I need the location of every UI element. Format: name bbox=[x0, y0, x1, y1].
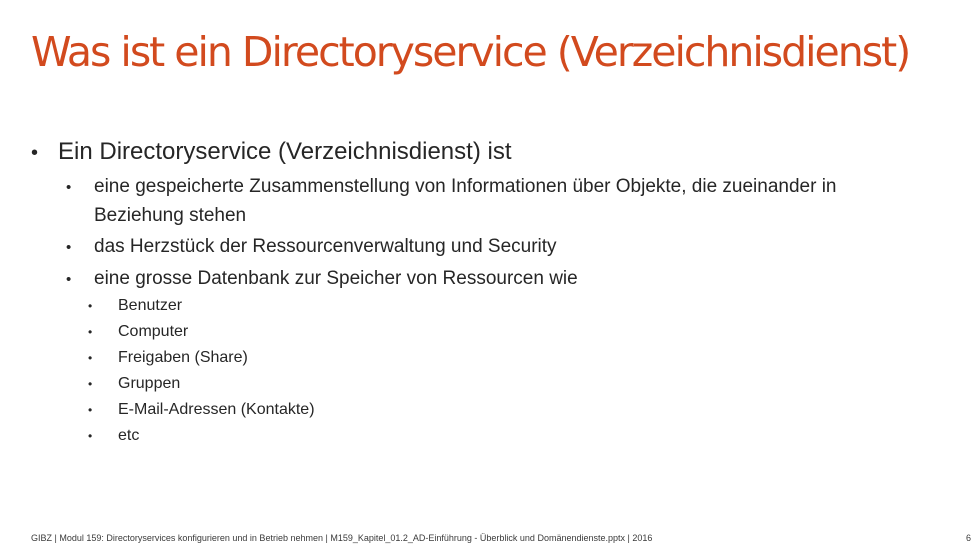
bullet-dot: • bbox=[66, 179, 72, 196]
bullet-text: Computer bbox=[118, 323, 189, 340]
bullet-text: E-Mail-Adressen (Kontakte) bbox=[118, 401, 315, 418]
bullet-dot: • bbox=[66, 271, 72, 288]
bullet-dot: • bbox=[88, 403, 93, 417]
bullet-level3 bbox=[88, 423, 139, 449]
bullet-dot: • bbox=[88, 325, 93, 339]
bullet-text: etc bbox=[118, 427, 140, 444]
bullet-dot: • bbox=[88, 429, 93, 443]
bullet-text: eine grosse Datenbank zur Speicher von Ressourcen wie bbox=[94, 268, 578, 289]
bullet-level3 bbox=[88, 397, 315, 423]
bullet-level2 bbox=[66, 232, 557, 263]
bullet-level2 bbox=[66, 172, 837, 203]
bullet-dot: • bbox=[88, 299, 93, 313]
bullet-level3 bbox=[88, 345, 248, 371]
slide-footer: GIBZ | Modul 159: Directoryservices konfigurieren und in Betrieb nehmen | M159_Kapitel_01.2_AD-Einführung - Überblick und Domänendienste.pptx | 2016 bbox=[31, 533, 653, 543]
bullet-text: Gruppen bbox=[118, 375, 181, 392]
bullet-level3 bbox=[88, 293, 182, 319]
page-number: 6 bbox=[965, 533, 971, 543]
bullet-level3 bbox=[88, 319, 188, 345]
bullet-level2 bbox=[66, 264, 578, 295]
bullet-text: Freigaben (Share) bbox=[118, 349, 248, 366]
slide-title: Was ist ein Directoryservice (Verzeichnisdienst) bbox=[31, 28, 910, 76]
bullet-dot: • bbox=[88, 377, 93, 391]
bullet-text-continuation: Beziehung stehen bbox=[94, 205, 247, 226]
bullet-text: eine gespeicherte Zusammenstellung von Informationen über Objekte, die zueinander in bbox=[94, 176, 837, 197]
bullet-dot: • bbox=[88, 351, 93, 365]
bullet-level3 bbox=[88, 371, 180, 397]
bullet-dot: • bbox=[31, 142, 39, 164]
bullet-level1 bbox=[31, 137, 511, 168]
bullet-text: Benutzer bbox=[118, 297, 183, 314]
bullet-text: das Herzstück der Ressourcenverwaltung und Security bbox=[94, 236, 557, 257]
bullet-text: Ein Directoryservice (Verzeichnisdienst) ist bbox=[58, 138, 512, 165]
bullet-dot: • bbox=[66, 239, 72, 256]
